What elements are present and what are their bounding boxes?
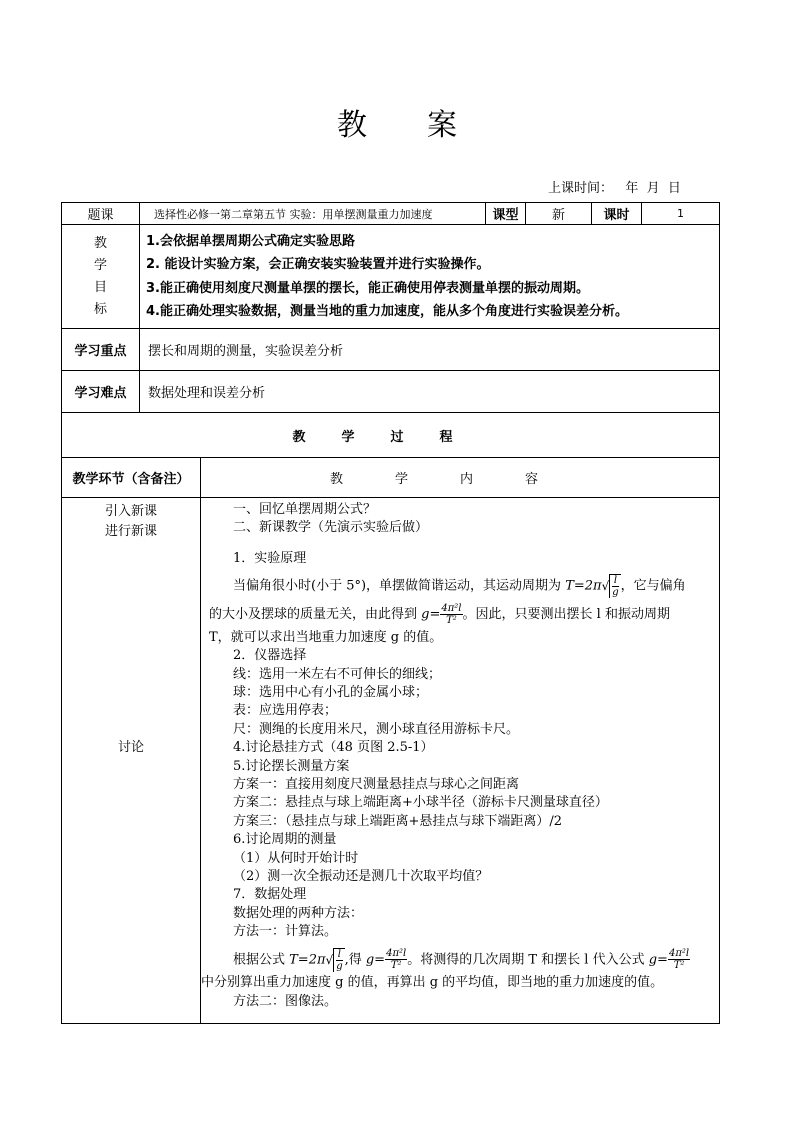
key-points-label: 学习重点 xyxy=(62,329,140,371)
content-line: 2．仪器选择 xyxy=(233,648,307,664)
formula-g: g= xyxy=(648,952,668,968)
side-discussion: 讨论 xyxy=(117,740,144,755)
content-line: 一、回忆单摆周期公式？ xyxy=(233,502,377,517)
content-line: 方法二：图像法。 xyxy=(233,993,338,1009)
content-line: 1．实验原理 xyxy=(233,550,307,566)
difficulties-label: 学习难点 xyxy=(62,371,140,413)
objectives-label-char: 目 xyxy=(93,279,107,295)
difficulties-value: 数据处理和误差分析 xyxy=(140,371,720,413)
process-title: 教学过程 xyxy=(62,413,720,458)
content-line: 7．数据处理 xyxy=(233,887,307,903)
content-line: （2）测一次全振动还是测几十次取平均值？ xyxy=(233,869,489,884)
content-line: 方案二：悬挂点与球上端距离+小球半径（游标卡尺测量球直径） xyxy=(233,795,608,811)
hours-label: 课时 xyxy=(592,203,642,225)
section-header-row xyxy=(62,458,720,498)
fraction-denominator: T² xyxy=(673,960,685,972)
fraction-denominator: T² xyxy=(390,960,402,972)
side-notes xyxy=(62,498,201,1024)
teaching-content xyxy=(201,498,720,1024)
content-line: T，就可以求出当地重力加速度 g 的值。 xyxy=(209,629,443,645)
content-line xyxy=(209,946,713,975)
fraction-numerator: 4π²l xyxy=(668,948,690,960)
sqrt-formula: √ $\frac{l}{g}$ xyxy=(325,948,343,972)
content-line: 方法一：计算法。 xyxy=(233,924,338,940)
objectives-label-char: 教 xyxy=(93,235,107,251)
class-time: 上课时间： 年 月 日 xyxy=(548,181,681,196)
content-line: 球：选用中心有小孔的金属小球； xyxy=(233,684,429,700)
content-line: 方案一：直接用刻度尺测量悬挂点与球心之间距离 xyxy=(233,776,520,792)
content-line xyxy=(209,572,713,601)
content-line xyxy=(209,601,713,629)
process-title-row xyxy=(62,413,720,458)
page-title: 教案 xyxy=(337,108,517,143)
objective-item: 1.会依据单摆周期公式确定实验思路 xyxy=(146,233,355,249)
content-line: 5.讨论摆长测量方案 xyxy=(233,758,350,774)
content-text: ，它与偏角 xyxy=(620,578,686,594)
objectives-label-char: 学 xyxy=(93,257,107,273)
content-line: 6.讨论周期的测量 xyxy=(233,832,337,848)
sqrt-numerator: l xyxy=(613,575,618,587)
content-line: （1）从何时开始计时 xyxy=(233,850,359,866)
content-row xyxy=(62,498,720,1024)
content-line: 4.讨论悬挂方式（48 页图 2.5-1） xyxy=(233,740,434,756)
content-text: 根据公式 xyxy=(233,952,290,968)
content-line: 线：选用一米左右不可伸长的细线； xyxy=(233,666,442,682)
objectives-row xyxy=(62,225,720,329)
fraction-numerator: 4π²l xyxy=(386,948,407,960)
sqrt-denominator: g xyxy=(336,960,343,972)
content-text: 的大小及摆球的质量无关，由此得到 xyxy=(209,606,422,622)
type-value: 新 xyxy=(526,203,592,225)
objectives-list xyxy=(140,225,720,329)
objective-item: 4.能正确处理实验数据，测量当地的重力加速度，能从多个角度进行实验误差分析。 xyxy=(146,304,628,319)
fraction xyxy=(668,948,690,971)
fraction xyxy=(385,948,407,971)
content-line: 数据处理的两种方法： xyxy=(233,905,364,921)
type-label: 课型 xyxy=(486,203,526,225)
topic-value: 选择性必修一第二章第五节 实验：用单摆测量重力加速度 xyxy=(140,203,486,225)
content-text: 。因此，只要测出摆长 l 和振动周期 xyxy=(462,606,670,622)
lesson-plan-table xyxy=(61,202,720,1024)
topic-label: 题课 xyxy=(62,203,140,225)
key-points-value: 摆长和周期的测量，实验误差分析 xyxy=(140,329,720,371)
formula-g: g= xyxy=(421,606,441,622)
content-line: 中分别算出重力加速度 g 的值，再算出 g 的平均值，即当地的重力加速度的值。 xyxy=(201,975,664,991)
fraction-numerator: 4π²l xyxy=(441,602,462,614)
topic-row xyxy=(62,203,720,225)
objective-item: 3.能正确使用刻度尺测量单摆的摆长，能正确使用停表测量单摆的振动周期。 xyxy=(146,280,589,296)
key-points-row xyxy=(62,329,720,371)
objectives-label xyxy=(62,225,140,329)
content-text: 。将测得的几次周期 T 和摆长 l 代入公式 xyxy=(407,952,649,968)
sqrt-denominator: g xyxy=(612,587,619,599)
section-right-header: 教学内容 xyxy=(201,458,720,498)
formula-g: g= xyxy=(365,952,386,968)
difficulties-row xyxy=(62,371,720,413)
hours-value: 1 xyxy=(642,203,720,225)
side-intro-line2: 进行新课 xyxy=(104,524,157,539)
content-line: 尺：测绳的长度用米尺，测小球直径用游标卡尺。 xyxy=(233,721,520,737)
sqrt-numerator: l xyxy=(337,948,341,960)
fraction-denominator: T² xyxy=(446,614,457,626)
objectives-label-char: 标 xyxy=(93,301,107,317)
content-line: 方案三：（悬挂点与球上端距离+悬挂点与球下端距离）/2 xyxy=(233,813,563,829)
content-line: 二、新课教学（先演示实验后做） xyxy=(233,520,429,536)
content-text: ,得 xyxy=(344,952,366,968)
sqrt-formula: √ $\frac{l}{g}$ xyxy=(601,575,619,599)
formula-period: T=2π xyxy=(565,578,602,594)
section-left-header: 教学环节（含备注） xyxy=(62,458,201,498)
formula-period: T=2π xyxy=(289,952,326,968)
objective-item: 2. 能设计实验方案，会正确安装实验装置并进行实验操作。 xyxy=(146,257,490,272)
content-text: 当偏角很小时(小于 5°)，单摆做简谐运动，其运动周期为 xyxy=(233,578,566,594)
side-intro-line1: 引入新课 xyxy=(104,504,157,519)
fraction xyxy=(440,603,462,626)
content-line: 表：应选用停表； xyxy=(233,703,338,719)
